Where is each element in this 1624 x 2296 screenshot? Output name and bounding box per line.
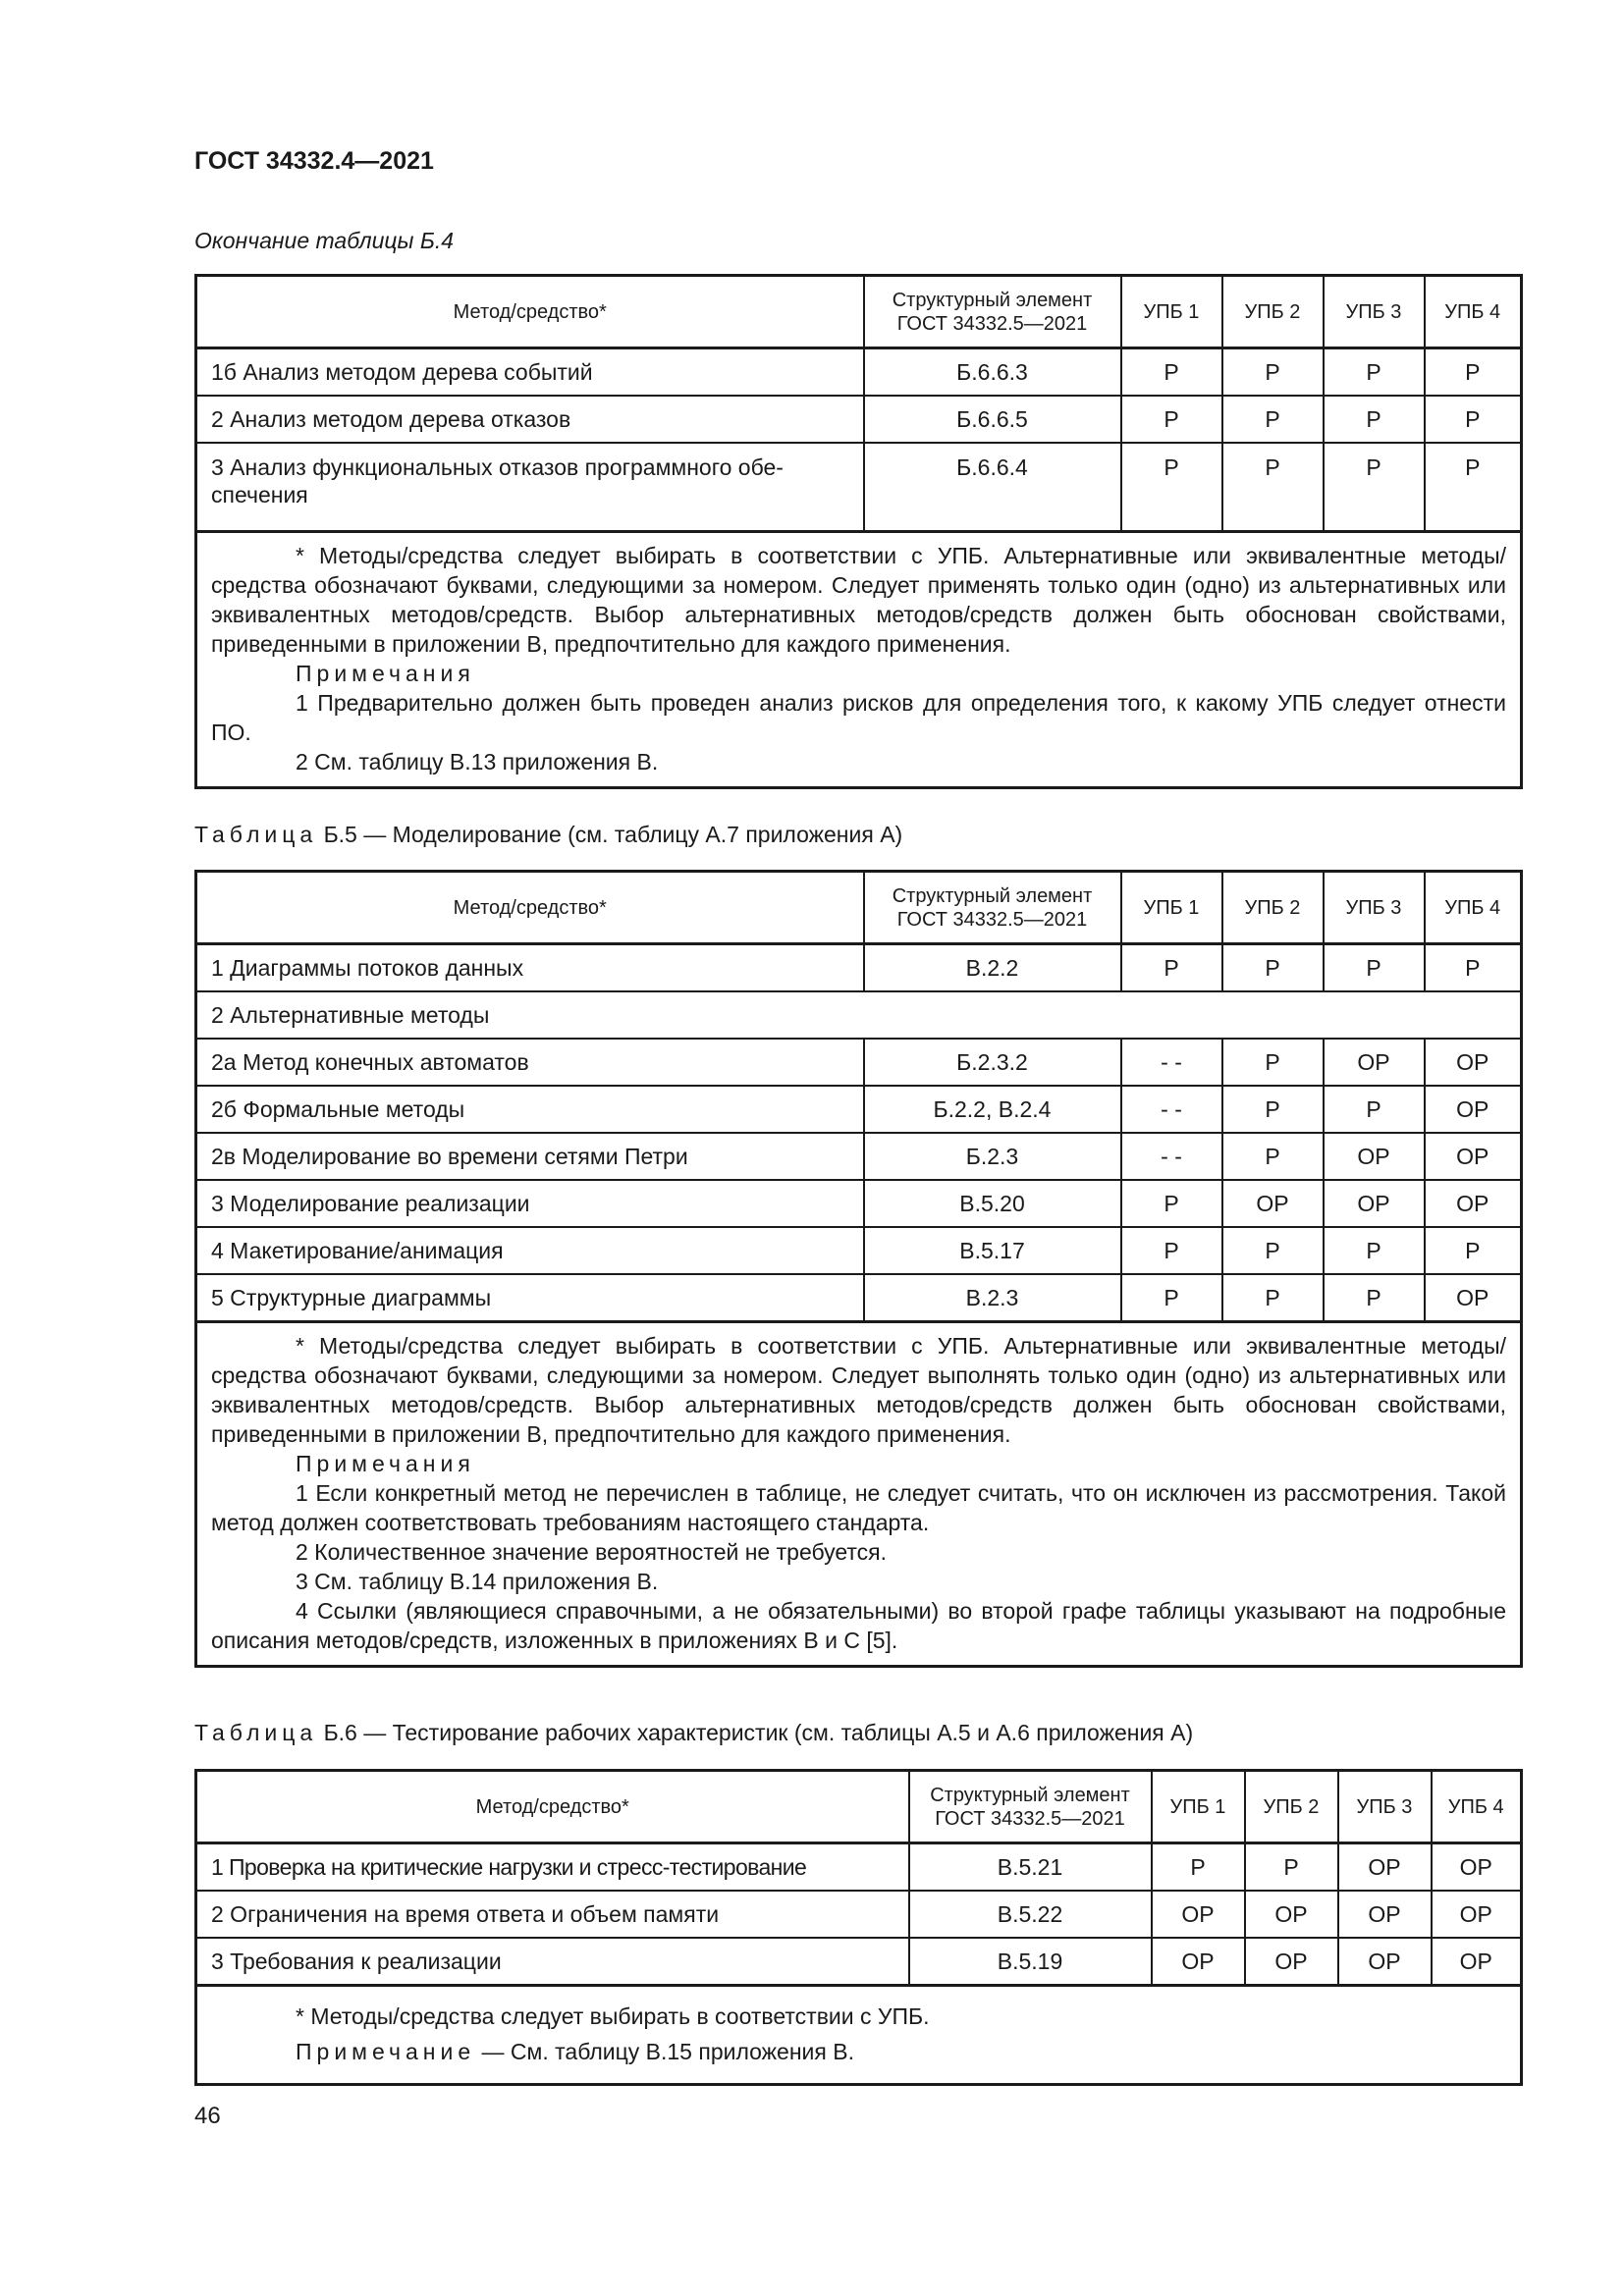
note-word: Примечание: [296, 2039, 476, 2064]
upb-cell: - -: [1121, 1133, 1222, 1180]
caption-text: Б.5 — Моделирование (см. таблицу А.7 приложения А): [323, 822, 903, 847]
upb-cell: Р: [1222, 396, 1324, 443]
upb-cell: Р: [1324, 1086, 1425, 1133]
table-footnote: [196, 532, 1522, 788]
table-group-row: [196, 991, 1522, 1039]
note-item: 2 Количественное значение вероятностей не требуется.: [296, 1539, 888, 1565]
column-header-structural-element: Структурный элемент ГОСТ 34332.5—2021: [864, 872, 1121, 944]
method-cell: 2 Ограничения на время ответа и объем памяти: [196, 1891, 909, 1938]
footnote-text: * Методы/средства следует выбирать в соответствии с УПБ. Альтернативные или эквивалентные методы/средства обозначают буквами, следующими за номером. Следует применять только один (одно) из альтернативных или эквивалентных методов/средств. Выбор альтернативных методов/средств должен быть обоснован свойствами, приведенными в приложении В, предпочтительно для каждого применения.: [211, 543, 1506, 657]
table-row: [196, 944, 1522, 992]
table-row: [196, 1086, 1522, 1133]
upb-cell: Р: [1425, 1227, 1522, 1274]
upb-cell: Р: [1121, 1180, 1222, 1227]
caption-text: Б.6 — Тестирование рабочих характеристик (см. таблицы А.5 и А.6 приложения А): [323, 1720, 1194, 1745]
table-footnote-row: [196, 1986, 1522, 2085]
upb-cell: ОР: [1425, 1086, 1522, 1133]
upb-cell: ОР: [1425, 1180, 1522, 1227]
upb-cell: ОР: [1245, 1938, 1338, 1986]
method-line: спечения: [211, 482, 308, 507]
upb-cell: - -: [1121, 1039, 1222, 1086]
ref-cell: Б.6.6.5: [864, 396, 1121, 443]
ref-cell: В.5.21: [909, 1843, 1152, 1892]
note-item: 1 Предварительно должен быть проведен анализ рисков для определения того, к какому УПБ следует отнести ПО.: [211, 690, 1506, 745]
table-row: [196, 1938, 1522, 1986]
ref-cell: В.2.3: [864, 1274, 1121, 1322]
notes-heading: Примечания: [296, 661, 475, 686]
upb-cell: Р: [1121, 1274, 1222, 1322]
upb-cell: Р: [1425, 443, 1522, 532]
table-continuation-label: Окончание таблицы Б.4: [194, 228, 455, 253]
upb-cell: ОР: [1338, 1891, 1432, 1938]
upb-cell: ОР: [1338, 1843, 1432, 1892]
table-footnote-row: [196, 1322, 1522, 1667]
column-header-upb2: УПБ 2: [1245, 1771, 1338, 1843]
table-b5: [194, 870, 1523, 1668]
table-row: [196, 1274, 1522, 1322]
upb-cell: Р: [1425, 396, 1522, 443]
note-item: 3 См. таблицу В.14 приложения В.: [296, 1569, 659, 1594]
column-header-structural-element: Структурный элемент ГОСТ 34332.5—2021: [864, 276, 1121, 348]
upb-cell: ОР: [1425, 1133, 1522, 1180]
upb-cell: Р: [1222, 348, 1324, 397]
upb-cell: Р: [1222, 1133, 1324, 1180]
upb-cell: Р: [1121, 1227, 1222, 1274]
table-row: [196, 1891, 1522, 1938]
table-row: [196, 1039, 1522, 1086]
column-header-upb3: УПБ 3: [1324, 276, 1425, 348]
upb-cell: ОР: [1425, 1039, 1522, 1086]
column-header-upb1: УПБ 1: [1121, 872, 1222, 944]
upb-cell: ОР: [1324, 1039, 1425, 1086]
method-cell: 1б Анализ методом дерева событий: [196, 348, 864, 397]
column-header-upb3: УПБ 3: [1338, 1771, 1432, 1843]
table-row: [196, 348, 1522, 397]
column-header-upb4: УПБ 4: [1432, 1771, 1522, 1843]
upb-cell: ОР: [1432, 1843, 1522, 1892]
upb-cell: ОР: [1432, 1938, 1522, 1986]
upb-cell: Р: [1222, 1227, 1324, 1274]
method-cell: 1 Проверка на критические нагрузки и стресс-тестирование: [196, 1843, 909, 1892]
table-row: [196, 396, 1522, 443]
table-b6: [194, 1769, 1523, 2086]
upb-cell: ОР: [1222, 1180, 1324, 1227]
upb-cell: - -: [1121, 1086, 1222, 1133]
ref-cell: Б.2.3.2: [864, 1039, 1121, 1086]
upb-cell: Р: [1324, 396, 1425, 443]
method-cell: [196, 443, 864, 532]
footnote-text: * Методы/средства следует выбирать в соответствии с УПБ.: [296, 2003, 930, 2029]
table-row: [196, 1227, 1522, 1274]
ref-cell: В.5.19: [909, 1938, 1152, 1986]
upb-cell: ОР: [1338, 1938, 1432, 1986]
method-cell: 2б Формальные методы: [196, 1086, 864, 1133]
method-cell: 2в Моделирование во времени сетями Петри: [196, 1133, 864, 1180]
upb-cell: ОР: [1324, 1133, 1425, 1180]
page-number: 46: [194, 2103, 221, 2129]
column-header-upb1: УПБ 1: [1121, 276, 1222, 348]
upb-cell: Р: [1121, 396, 1222, 443]
note-item: 2 См. таблицу В.13 приложения В.: [296, 749, 659, 774]
table-footnote: [196, 1986, 1522, 2085]
method-cell: 2 Анализ методом дерева отказов: [196, 396, 864, 443]
ref-cell: В.5.20: [864, 1180, 1121, 1227]
upb-cell: Р: [1222, 443, 1324, 532]
ref-cell: В.5.17: [864, 1227, 1121, 1274]
upb-cell: Р: [1324, 348, 1425, 397]
table-header-row: [196, 872, 1522, 944]
caption-word: Таблица: [194, 822, 318, 847]
column-header-upb4: УПБ 4: [1425, 872, 1522, 944]
upb-cell: ОР: [1425, 1274, 1522, 1322]
notes-heading: Примечания: [296, 1451, 475, 1476]
upb-cell: Р: [1245, 1843, 1338, 1892]
ref-cell: Б.2.3: [864, 1133, 1121, 1180]
upb-cell: Р: [1425, 944, 1522, 992]
footnote-text: * Методы/средства следует выбирать в соответствии с УПБ. Альтернативные или эквивалентные методы/средства обозначают буквами, следующими за номером. Следует выполнять только один (одно) из альтернативных или эквивалентных методов/средств. Выбор альтернативных методов/средств должен быть обоснован свойствами, приведенными в приложении В, предпочтительно для каждого применения.: [211, 1333, 1506, 1447]
table-b4: [194, 274, 1523, 789]
table-footnote: [196, 1322, 1522, 1667]
upb-cell: Р: [1324, 1274, 1425, 1322]
upb-cell: Р: [1324, 443, 1425, 532]
ref-cell: Б.6.6.3: [864, 348, 1121, 397]
note-line: [211, 2034, 1506, 2069]
ref-cell: В.2.2: [864, 944, 1121, 992]
upb-cell: ОР: [1432, 1891, 1522, 1938]
column-header-upb2: УПБ 2: [1222, 872, 1324, 944]
upb-cell: ОР: [1245, 1891, 1338, 1938]
upb-cell: ОР: [1152, 1938, 1245, 1986]
ref-cell: В.5.22: [909, 1891, 1152, 1938]
method-cell: 5 Структурные диаграммы: [196, 1274, 864, 1322]
upb-cell: Р: [1324, 1227, 1425, 1274]
method-line: 3 Анализ функциональных отказов программного обе-: [211, 454, 784, 480]
column-header-upb3: УПБ 3: [1324, 872, 1425, 944]
note-item: 1 Если конкретный метод не перечислен в таблице, не следует считать, что он исключен из рассмотрения. Такой метод должен соответствовать требованиям настоящего стандарта.: [211, 1480, 1506, 1535]
group-cell: 2 Альтернативные методы: [196, 991, 1522, 1039]
upb-cell: Р: [1222, 944, 1324, 992]
caption-word: Таблица: [194, 1720, 318, 1745]
method-cell: 1 Диаграммы потоков данных: [196, 944, 864, 992]
ref-cell: Б.2.2, В.2.4: [864, 1086, 1121, 1133]
upb-cell: ОР: [1324, 1180, 1425, 1227]
upb-cell: Р: [1222, 1274, 1324, 1322]
upb-cell: ОР: [1152, 1891, 1245, 1938]
table-caption-b6: [194, 1720, 1193, 1746]
column-header-method: Метод/средство*: [196, 276, 864, 348]
table-row: [196, 1843, 1522, 1892]
table-row: [196, 1180, 1522, 1227]
upb-cell: Р: [1222, 1039, 1324, 1086]
column-header-method: Метод/средство*: [196, 872, 864, 944]
upb-cell: Р: [1121, 348, 1222, 397]
method-cell: 3 Моделирование реализации: [196, 1180, 864, 1227]
table-footnote-row: [196, 532, 1522, 788]
ref-cell: Б.6.6.4: [864, 443, 1121, 532]
table-row: [196, 443, 1522, 532]
column-header-upb2: УПБ 2: [1222, 276, 1324, 348]
column-header-method: Метод/средство*: [196, 1771, 909, 1843]
upb-cell: Р: [1121, 443, 1222, 532]
table-header-row: [196, 1771, 1522, 1843]
column-header-upb4: УПБ 4: [1425, 276, 1522, 348]
table-header-row: [196, 276, 1522, 348]
upb-cell: Р: [1121, 944, 1222, 992]
note-item: 4 Ссылки (являющиеся справочными, а не обязательными) во второй графе таблицы указывают на подробные описания методов/средств, изложенных в приложениях В и С [5].: [211, 1598, 1506, 1653]
table-row: [196, 1133, 1522, 1180]
document-header: ГОСТ 34332.4—2021: [194, 147, 434, 175]
method-cell: 2а Метод конечных автоматов: [196, 1039, 864, 1086]
upb-cell: Р: [1222, 1086, 1324, 1133]
upb-cell: Р: [1152, 1843, 1245, 1892]
table-caption-b5: [194, 822, 902, 848]
column-header-structural-element: Структурный элемент ГОСТ 34332.5—2021: [909, 1771, 1152, 1843]
upb-cell: Р: [1324, 944, 1425, 992]
note-text: — См. таблицу В.15 приложения В.: [481, 2039, 854, 2064]
method-cell: 3 Требования к реализации: [196, 1938, 909, 1986]
upb-cell: Р: [1425, 348, 1522, 397]
method-cell: 4 Макетирование/анимация: [196, 1227, 864, 1274]
column-header-upb1: УПБ 1: [1152, 1771, 1245, 1843]
